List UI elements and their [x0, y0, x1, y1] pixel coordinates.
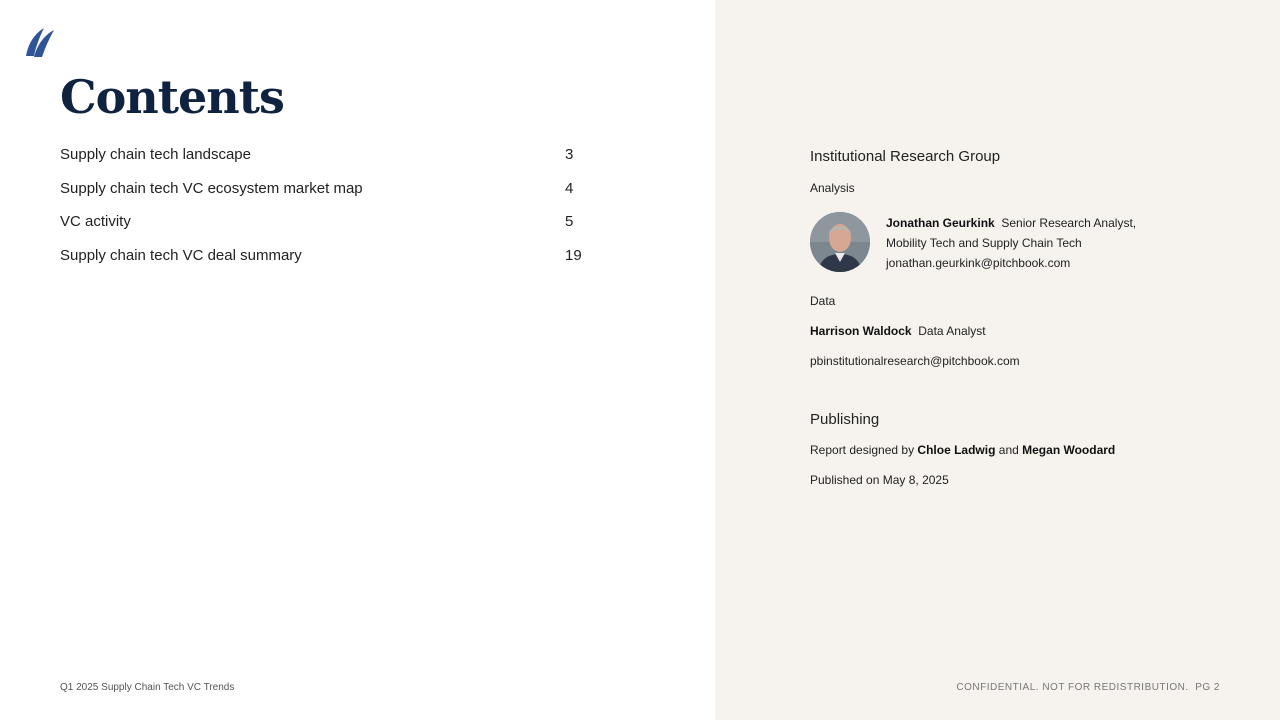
data-email[interactable]: pbinstitutionalresearch@pitchbook.com — [810, 354, 1020, 368]
analyst-email[interactable]: jonathan.geurkink@pitchbook.com — [886, 256, 1071, 270]
analyst-photo — [810, 212, 870, 272]
data-analyst-line — [810, 324, 986, 338]
toc-item[interactable] — [60, 180, 600, 214]
credits-panel — [715, 0, 1280, 720]
publishing-heading: Publishing — [810, 411, 880, 428]
footer-confidential — [956, 682, 1220, 693]
published-date: Published on May 8, 2025 — [810, 473, 949, 487]
page-number: PG 2 — [1195, 682, 1220, 693]
footer-report-name: Q1 2025 Supply Chain Tech VC Trends — [60, 682, 235, 693]
toc-item-page: 19 — [565, 247, 582, 265]
designed-by-prefix: Report designed by — [810, 443, 915, 457]
designed-by-line — [810, 443, 1115, 457]
table-of-contents — [60, 146, 600, 281]
data-heading: Data — [810, 294, 836, 308]
research-group-heading: Institutional Research Group — [810, 148, 1001, 165]
data-analyst-title: Data Analyst — [918, 324, 986, 338]
toc-item-label[interactable]: Supply chain tech VC ecosystem market map — [60, 179, 363, 197]
designer-name: Chloe Ladwig — [917, 443, 996, 457]
data-analyst-name: Harrison Waldock — [810, 324, 912, 338]
analyst-avatar — [810, 212, 870, 272]
analyst-info — [886, 213, 1186, 273]
toc-item-page: 5 — [565, 213, 574, 231]
toc-item-label[interactable]: VC activity — [60, 213, 131, 231]
confidential-notice: CONFIDENTIAL. NOT FOR REDISTRIBUTION. — [956, 682, 1189, 693]
designer-name: Megan Woodard — [1022, 443, 1116, 457]
analyst-title: Senior Research Analyst, — [1001, 216, 1137, 230]
toc-item[interactable] — [60, 213, 600, 247]
toc-item-label[interactable]: Supply chain tech landscape — [60, 146, 251, 163]
toc-item-page: 4 — [565, 179, 574, 197]
page-title: Contents — [60, 70, 284, 124]
analyst-title-line2: Mobility Tech and Supply Chain Tech — [886, 236, 1082, 250]
toc-item-page: 3 — [565, 146, 574, 163]
toc-item-label[interactable]: Supply chain tech VC deal summary — [60, 247, 302, 265]
pitchbook-logo-icon — [24, 26, 58, 60]
analyst-name: Jonathan Geurkink — [886, 216, 995, 230]
designed-by-and: and — [998, 443, 1019, 457]
analysis-heading: Analysis — [810, 181, 855, 195]
toc-item[interactable] — [60, 247, 600, 281]
toc-item[interactable] — [60, 146, 600, 180]
